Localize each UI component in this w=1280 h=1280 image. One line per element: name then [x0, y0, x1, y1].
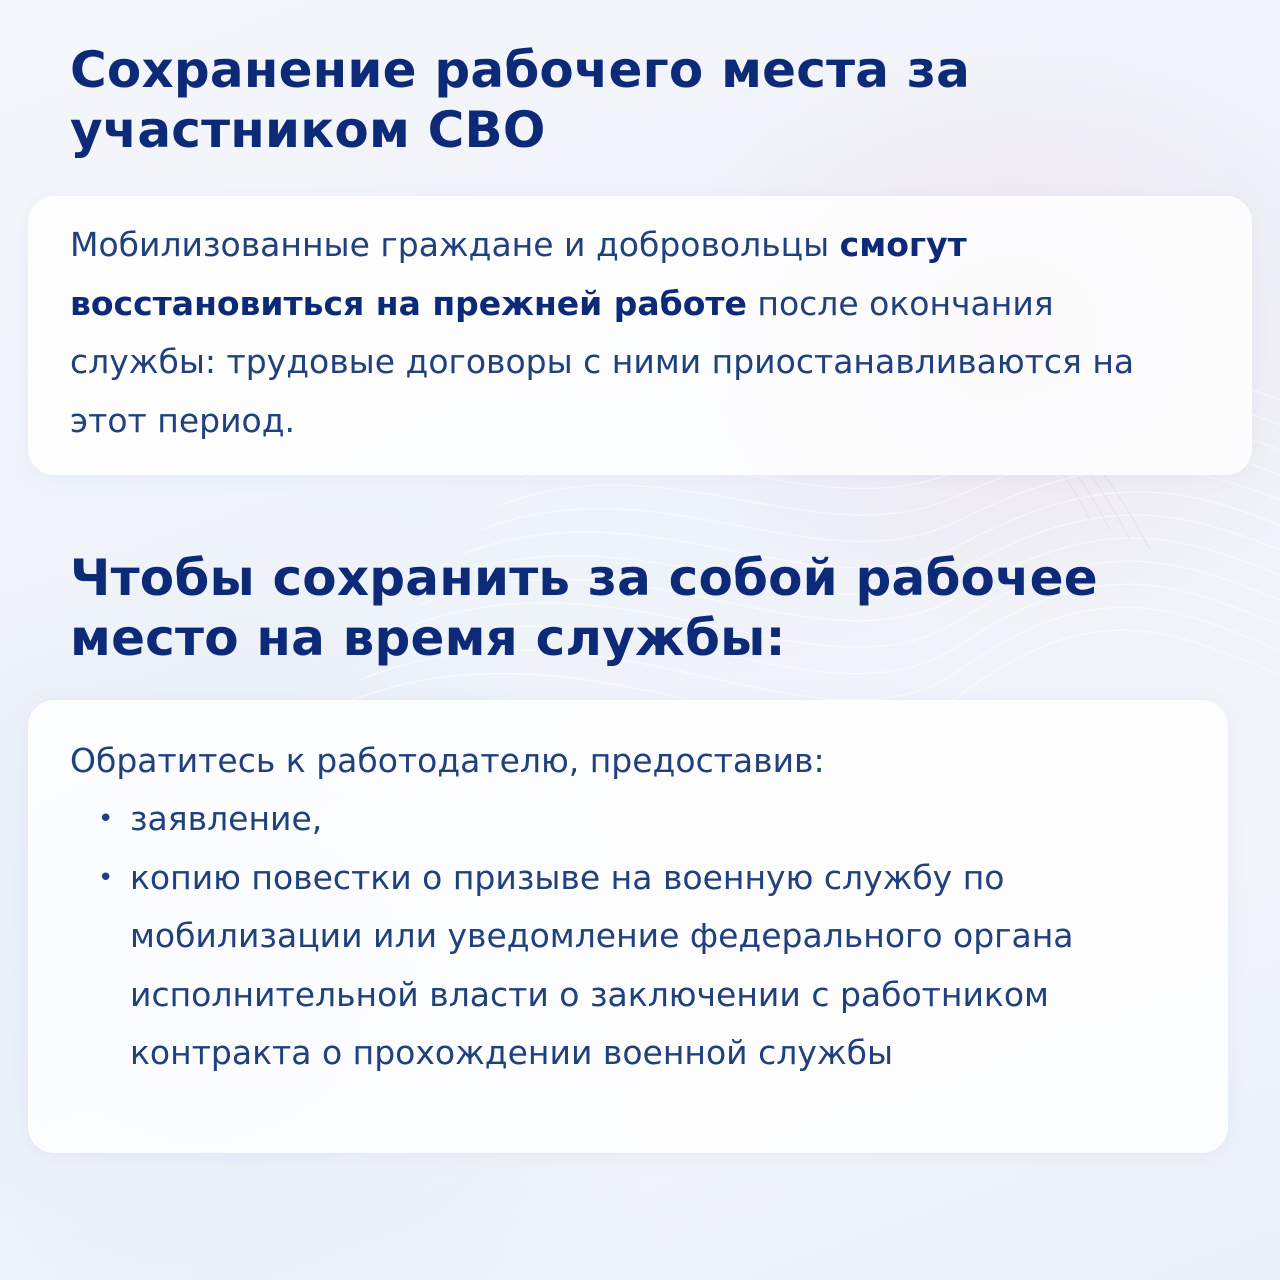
- list-item: [28, 790, 1228, 849]
- list-item: [28, 849, 1228, 1083]
- section-title: Чтобы сохранить за собой рабочее место на время службы:: [70, 549, 1098, 667]
- info-text-part-2: после окончания службы: трудовые договоры с ними приостанавливаются на этот период.: [70, 283, 1135, 440]
- instructions-card: [28, 700, 1228, 1153]
- info-card-text: [70, 216, 1210, 450]
- bullet-icon: •: [98, 862, 114, 893]
- list-item-text: заявление,: [130, 799, 323, 838]
- instructions-intro: Обратитесь к работодателю, предоставив:: [70, 741, 825, 780]
- bullet-icon: •: [98, 804, 114, 834]
- info-card: [28, 196, 1252, 475]
- info-text-emphasis: смогут восстановиться на прежней работе: [70, 225, 967, 323]
- documents-list: [28, 790, 1228, 1083]
- page-title: Сохранение рабочего места за участником СВО: [70, 41, 971, 159]
- info-text-part-1: Мобилизованные граждане и добровольцы: [70, 225, 840, 264]
- list-item-text: копию повестки о призыве на военную службу по мобилизации или уведомление федерального органа исполнительной власти о заключении с работником контракта о прохождении военной службы: [130, 857, 1074, 1072]
